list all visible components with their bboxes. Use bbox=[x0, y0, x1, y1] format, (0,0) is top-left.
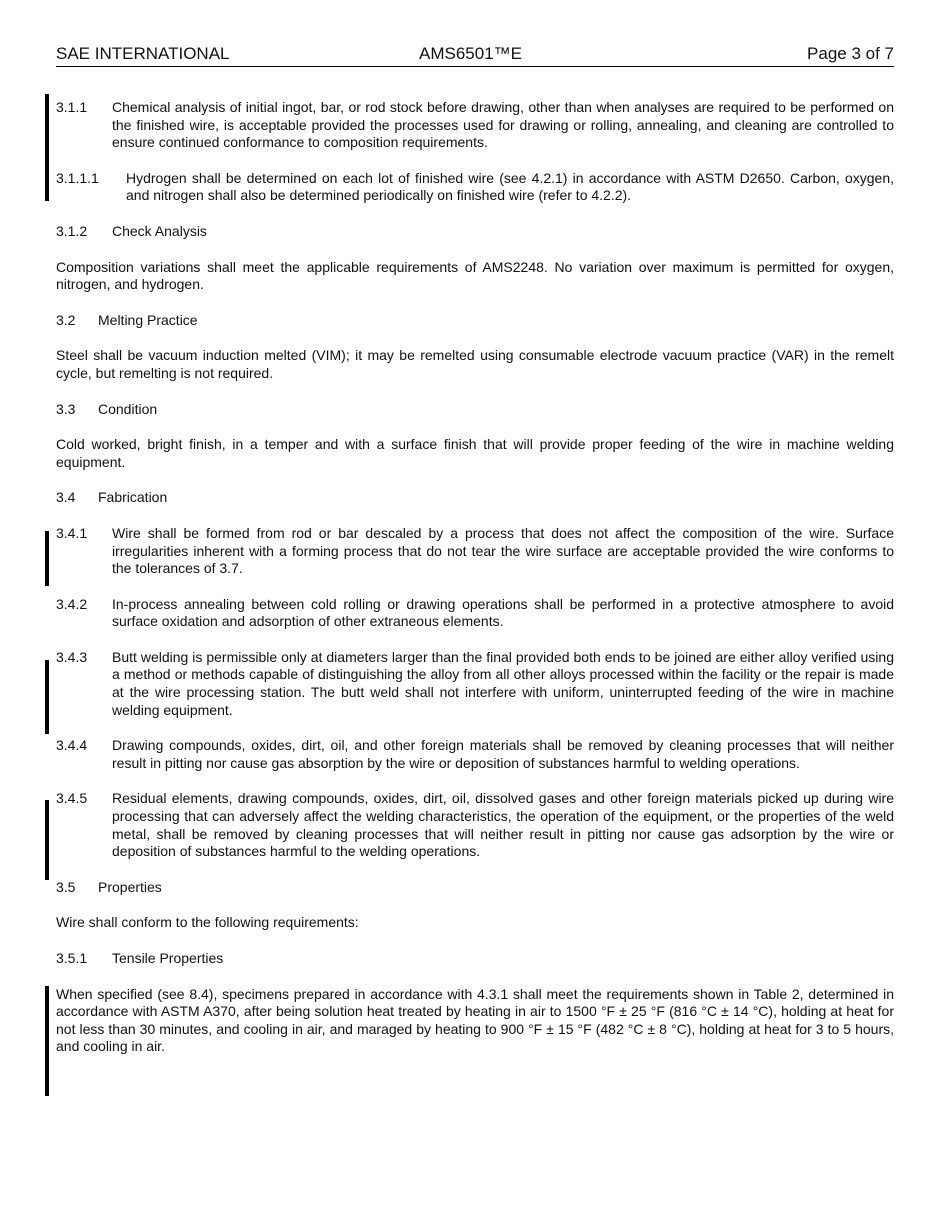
section-text: Hydrogen shall be determined on each lot of finished wire (see 4.2.1) in accordance with ASTM D2650. Carbon, oxygen, and nitrogen shall also be determined periodically on finished wire (refer to 4.2.2). bbox=[126, 169, 894, 204]
section-text: In-process annealing between cold rolling or drawing operations shall be performed in a protective atmosphere to avoid surface oxidation and adsorption of other extraneous elements. bbox=[112, 595, 894, 630]
document-id: AMS6501™E bbox=[419, 44, 522, 63]
section-3-1-2-heading bbox=[56, 223, 894, 241]
section-number: 3.4.4 bbox=[56, 737, 88, 754]
section-text: Residual elements, drawing compounds, oxides, dirt, oil, dissolved gases and other foreign materials picked up during wire processing that can adversely affect the welding characteristics, the operation of the equipment, or the properties of the weld metal, shall be removed by cleaning processes that will neither result in pitting nor cause gas adsorption by the wire or deposition of substances harmful to the welding operations. bbox=[112, 790, 894, 860]
section-number: 3.5 bbox=[56, 878, 76, 895]
section-number: 3.4.2 bbox=[56, 595, 88, 612]
paragraph: Cold worked, bright finish, in a temper and with a surface finish that will provide proper feeding of the wire in machine welding equipment. bbox=[56, 436, 894, 470]
section-number: 3.1.2 bbox=[56, 222, 88, 239]
paragraph: Composition variations shall meet the applicable requirements of AMS2248. No variation over maximum is permitted for oxygen, nitrogen, and hydrogen. bbox=[56, 258, 894, 293]
section-3-2-heading bbox=[56, 312, 894, 330]
section-title: Properties bbox=[98, 878, 162, 895]
section-title: Tensile Properties bbox=[112, 950, 224, 966]
section-number: 3.2 bbox=[56, 311, 76, 328]
section-title: Check Analysis bbox=[112, 222, 207, 239]
section-number: 3.4.3 bbox=[56, 648, 88, 665]
section-number: 3.3 bbox=[56, 400, 76, 417]
section-title: Melting Practice bbox=[98, 311, 198, 328]
section-3-4-1 bbox=[56, 525, 894, 578]
section-number: 3.4 bbox=[56, 489, 76, 506]
page-number: Page 3 of 7 bbox=[807, 44, 894, 63]
section-number: 3.4.5 bbox=[56, 790, 88, 807]
section-3-5-1-heading bbox=[56, 950, 894, 968]
page-header bbox=[56, 44, 894, 67]
revision-bar bbox=[45, 986, 49, 1096]
section-3-4-3 bbox=[56, 649, 894, 719]
section-number: 3.1.1 bbox=[56, 99, 88, 115]
section-title: Condition bbox=[98, 400, 158, 417]
section-title: Fabrication bbox=[98, 489, 168, 506]
section-text: Butt welding is permissible only at diameters larger than the final provided both ends to be joined are either alloy verified using a method or methods capable of distinguishing the alloy from all other alloys processed within the facility or the repair is made at the wire processing station. The butt weld shall not interfere with uniform, uninterrupted feeding of the wire in machine welding equipment. bbox=[112, 648, 894, 718]
paragraph: When specified (see 8.4), specimens prepared in accordance with 4.3.1 shall meet the requirements shown in Table 2, determined in accordance with ASTM A370, after being solution heat treated by heating in air to 1500 °F ± 25 °F (816 °C ± 14 °C), holding at heat for not less than 30 minutes, and cooling in air, and maraged by heating to 900 °F ± 15 °F (482 °C ± 8 °C), holding at heat for 3 to 5 hours, and cooling in air. bbox=[56, 985, 894, 1055]
section-number: 3.4.1 bbox=[56, 524, 88, 541]
section-3-4-4 bbox=[56, 737, 894, 772]
org-name: SAE INTERNATIONAL bbox=[56, 44, 230, 63]
section-number: 3.5.1 bbox=[56, 950, 88, 966]
revision-bar bbox=[45, 800, 49, 880]
paragraph: Wire shall conform to the following requirements: bbox=[56, 914, 359, 931]
section-text: Wire shall be formed from rod or bar descaled by a process that does not affect the composition of the wire. Surface irregularities inherent with a forming process that do not tear the wire surface are acceptable provided the wire conforms to the tolerances of 3.7. bbox=[112, 524, 894, 577]
section-3-1-1 bbox=[56, 99, 894, 152]
revision-bar bbox=[45, 94, 49, 201]
paragraph: Steel shall be vacuum induction melted (VIM); it may be remelted using consumable electrode vacuum practice (VAR) in the remelt cycle, but remelting is not required. bbox=[56, 347, 894, 381]
section-3-4-2 bbox=[56, 596, 894, 631]
section-text: Drawing compounds, oxides, dirt, oil, and other foreign materials shall be removed by cleaning processes that will neither result in pitting nor cause gas absorption by the wire or deposition of substances harmful to welding operations. bbox=[112, 737, 894, 771]
section-3-4-5 bbox=[56, 790, 894, 860]
section-number: 3.1.1.1 bbox=[56, 169, 99, 186]
revision-bar bbox=[45, 660, 49, 734]
section-3-5-heading bbox=[56, 879, 894, 897]
section-3-1-1-1 bbox=[56, 170, 894, 205]
section-3-4-heading bbox=[56, 489, 894, 507]
section-text: Chemical analysis of initial ingot, bar, or rod stock before drawing, other than when analyses are required to be performed on the finished wire, is acceptable provided the processes used for drawing or rolling, annealing, and cleaning are controlled to ensure continued conformance to composition requirements. bbox=[112, 99, 894, 151]
revision-bar bbox=[45, 531, 49, 586]
section-3-3-heading bbox=[56, 401, 894, 419]
document-body bbox=[56, 99, 894, 1074]
